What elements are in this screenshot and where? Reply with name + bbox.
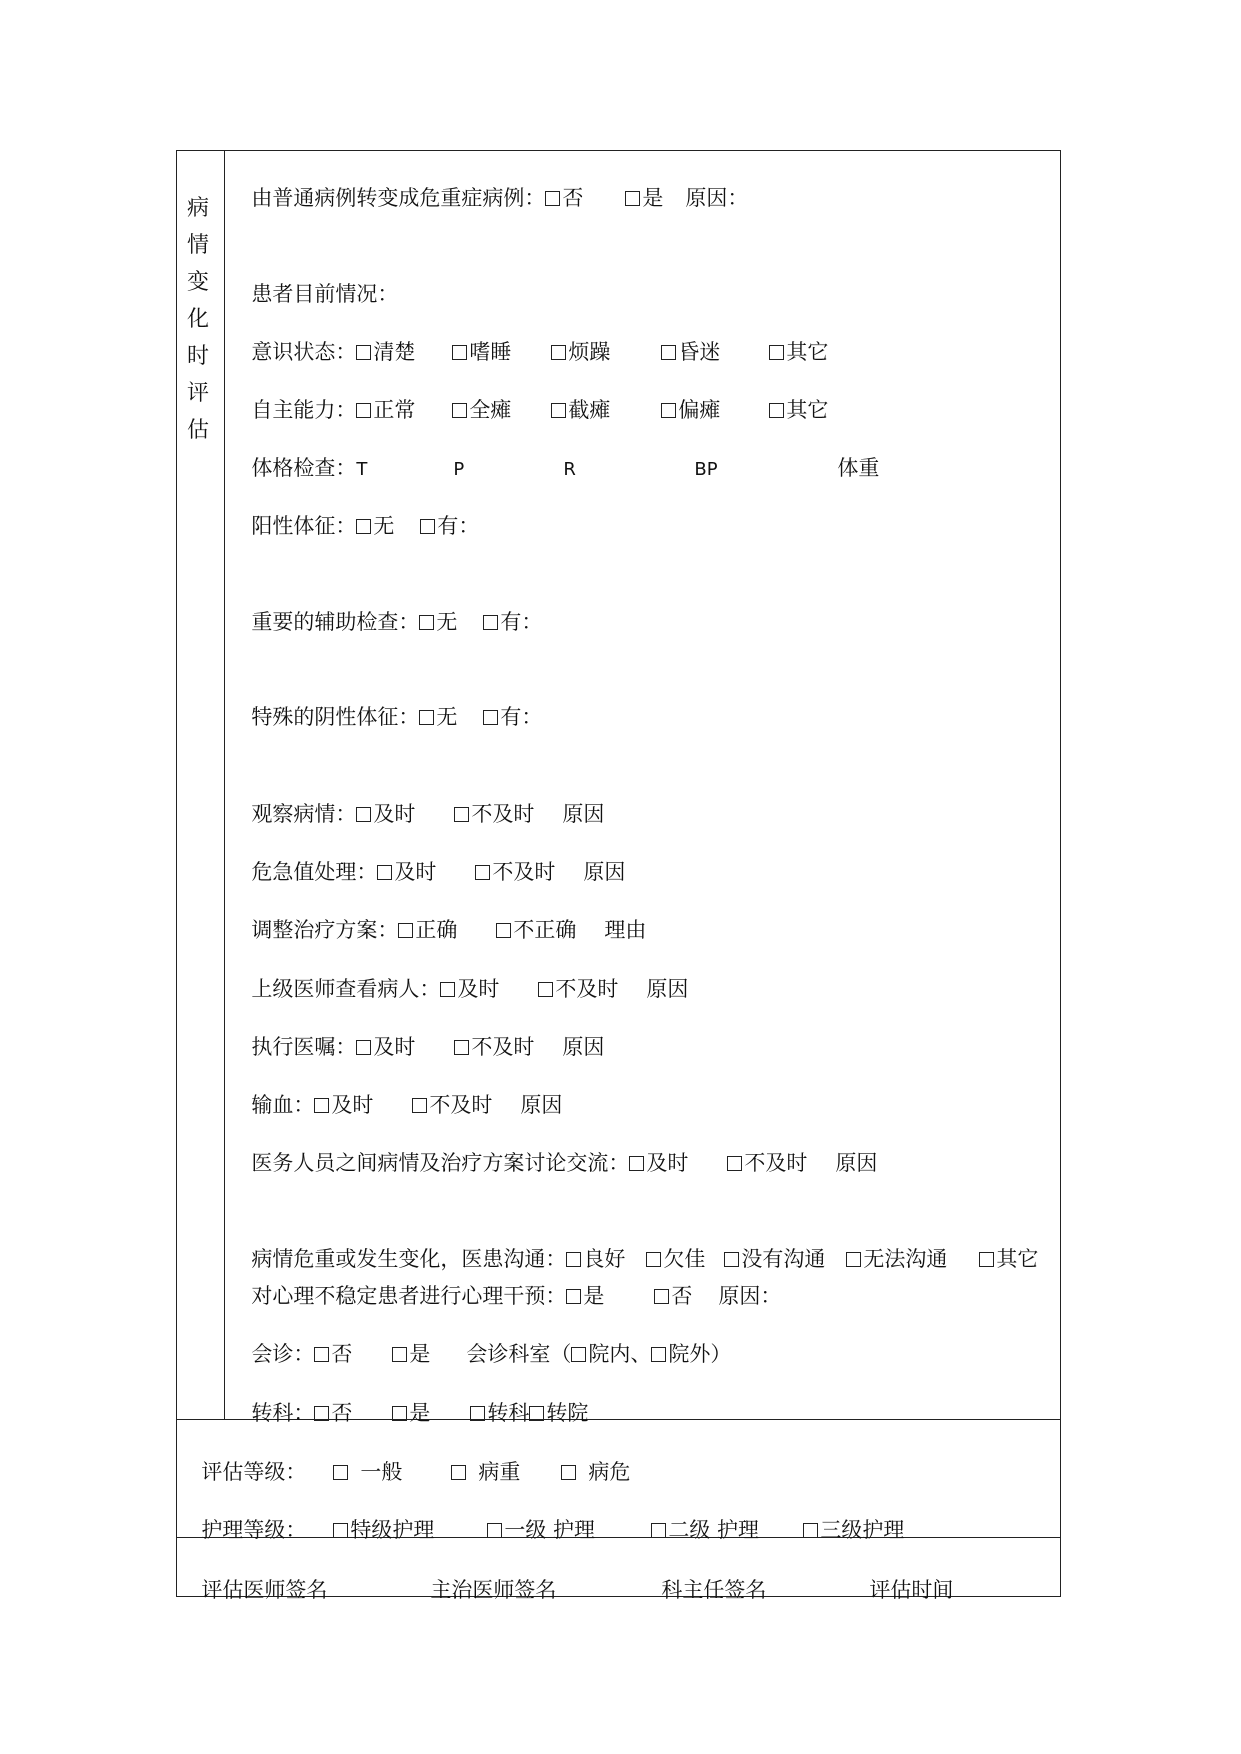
side-char: 变 bbox=[186, 270, 209, 295]
row-observe bbox=[238, 772, 604, 828]
row-label: 护理等级： bbox=[201, 1518, 307, 1542]
row-label: 阳性体征： bbox=[251, 514, 357, 538]
checkbox[interactable] bbox=[538, 982, 553, 997]
option[interactable]: 其它 bbox=[979, 1245, 1038, 1273]
option-yes[interactable]: 是 bbox=[392, 1399, 470, 1427]
sig-department-head: 科主任签名 bbox=[661, 1578, 767, 1602]
side-char: 情 bbox=[186, 233, 209, 258]
row-nursing-grade bbox=[188, 1488, 904, 1544]
option-no[interactable]: 否 bbox=[545, 184, 583, 212]
sig-attending-doctor: 主治医师签名 bbox=[430, 1578, 557, 1602]
option[interactable]: 偏瘫 bbox=[661, 396, 769, 424]
checkbox[interactable] bbox=[419, 710, 434, 725]
row-label: 危急值处理： bbox=[251, 860, 378, 884]
option-has[interactable]: 有： bbox=[483, 608, 542, 636]
option[interactable]: 三级护理 bbox=[803, 1516, 904, 1544]
checkbox[interactable] bbox=[314, 1098, 329, 1113]
checkbox[interactable] bbox=[412, 1098, 427, 1113]
option[interactable]: 清楚 bbox=[356, 338, 452, 366]
row-label: 评估等级： bbox=[201, 1460, 307, 1484]
checkbox[interactable] bbox=[452, 345, 467, 360]
option-timely[interactable]: 及时 bbox=[356, 800, 454, 828]
option[interactable]: 全瘫 bbox=[452, 396, 551, 424]
option[interactable]: 没有沟通 bbox=[724, 1245, 846, 1273]
consult-dept-label: 会诊科室（ bbox=[466, 1342, 572, 1366]
option-timely[interactable]: 及时 bbox=[377, 858, 475, 886]
row-aux-exam bbox=[238, 580, 542, 636]
row-critical-value bbox=[238, 830, 625, 886]
side-column-divider bbox=[224, 151, 225, 1420]
option[interactable]: 其它 bbox=[769, 396, 828, 424]
option-untimely[interactable]: 不及时 bbox=[475, 858, 583, 886]
row-current-status bbox=[238, 252, 398, 308]
option-untimely[interactable]: 不及时 bbox=[454, 1033, 562, 1061]
option-transfer-dept[interactable]: 转科 bbox=[470, 1399, 529, 1427]
option-timely[interactable]: 及时 bbox=[440, 975, 538, 1003]
reason-label: 理由 bbox=[604, 918, 647, 942]
option[interactable]: 无法沟通 bbox=[846, 1245, 979, 1273]
option[interactable]: 二级 护理 bbox=[651, 1516, 803, 1544]
option[interactable]: 嗜睡 bbox=[452, 338, 551, 366]
option-incorrect[interactable]: 不正确 bbox=[496, 916, 604, 944]
checkbox[interactable] bbox=[333, 1523, 348, 1538]
row-label: 意识状态： bbox=[251, 340, 357, 364]
option[interactable]: 一级 护理 bbox=[487, 1516, 651, 1544]
option-no[interactable]: 否 bbox=[314, 1399, 392, 1427]
checkbox[interactable] bbox=[333, 1465, 348, 1480]
checkbox[interactable] bbox=[392, 1347, 407, 1362]
checkbox[interactable] bbox=[483, 615, 498, 630]
checkbox[interactable] bbox=[625, 191, 640, 206]
row-label: 执行医嘱： bbox=[251, 1035, 357, 1059]
checkbox[interactable] bbox=[661, 403, 676, 418]
option-has[interactable]: 有： bbox=[420, 512, 479, 540]
row-label: 会诊： bbox=[251, 1342, 315, 1366]
option[interactable]: 欠佳 bbox=[646, 1245, 724, 1273]
checkbox[interactable] bbox=[392, 1406, 407, 1421]
option-untimely[interactable]: 不及时 bbox=[454, 800, 562, 828]
row-label: 输血： bbox=[251, 1093, 315, 1117]
row-label: 医务人员之间病情及治疗方案讨论交流： bbox=[251, 1151, 630, 1175]
option-none[interactable]: 无 bbox=[419, 608, 483, 636]
option-none[interactable]: 无 bbox=[419, 703, 483, 731]
checkbox[interactable] bbox=[454, 1040, 469, 1055]
option-yes[interactable]: 是 bbox=[625, 184, 663, 212]
option-transfer-hospital[interactable]: 转院 bbox=[529, 1399, 588, 1427]
checkbox[interactable] bbox=[769, 403, 784, 418]
checkbox[interactable] bbox=[420, 519, 435, 534]
checkbox[interactable] bbox=[661, 345, 676, 360]
row-signatures bbox=[188, 1548, 953, 1604]
option[interactable]: 其它 bbox=[769, 338, 828, 366]
row-transfusion bbox=[238, 1063, 562, 1119]
reason-label: 原因 bbox=[562, 802, 605, 826]
side-char: 估 bbox=[186, 418, 209, 443]
checkbox[interactable] bbox=[654, 1289, 669, 1304]
reason-label: 原因： bbox=[685, 186, 749, 210]
option-correct[interactable]: 正确 bbox=[398, 916, 496, 944]
checkbox[interactable] bbox=[551, 345, 566, 360]
checkbox[interactable] bbox=[451, 1465, 466, 1480]
option-timely[interactable]: 及时 bbox=[314, 1091, 412, 1119]
row-label: 重要的辅助检查： bbox=[251, 610, 420, 634]
row-positive-signs bbox=[238, 484, 479, 540]
checkbox[interactable] bbox=[356, 807, 371, 822]
row-label: 转科： bbox=[251, 1401, 315, 1425]
row-label: 对心理不稳定患者进行心理干预： bbox=[251, 1284, 567, 1308]
option-no[interactable]: 否 bbox=[314, 1340, 392, 1368]
checkbox[interactable] bbox=[545, 191, 560, 206]
option[interactable]: 昏迷 bbox=[661, 338, 769, 366]
checkbox[interactable] bbox=[529, 1406, 544, 1421]
row-execute-orders bbox=[238, 1005, 604, 1061]
side-char: 评 bbox=[186, 381, 209, 406]
option-untimely[interactable]: 不及时 bbox=[538, 975, 646, 1003]
checkbox[interactable] bbox=[551, 403, 566, 418]
side-char: 时 bbox=[186, 344, 209, 369]
option-in-hospital[interactable]: 院内、 bbox=[571, 1340, 651, 1368]
option-no[interactable]: 否 bbox=[654, 1282, 718, 1310]
checkbox[interactable] bbox=[651, 1347, 666, 1362]
checkbox[interactable] bbox=[314, 1406, 329, 1421]
reason-label: 原因 bbox=[562, 1035, 605, 1059]
assessment-time: 评估时间 bbox=[869, 1578, 954, 1602]
row-label: 体格检查： bbox=[251, 456, 357, 480]
row-physical-exam bbox=[238, 426, 879, 484]
checkbox[interactable] bbox=[470, 1406, 485, 1421]
row-label: 患者目前情况： bbox=[251, 282, 399, 306]
side-char: 化 bbox=[186, 307, 209, 332]
row-label: 由普通病例转变成危重症病例： bbox=[251, 186, 546, 210]
option-timely[interactable]: 及时 bbox=[356, 1033, 454, 1061]
option-untimely[interactable]: 不及时 bbox=[412, 1091, 520, 1119]
option-timely[interactable]: 及时 bbox=[629, 1149, 727, 1177]
row-consultation bbox=[238, 1312, 731, 1368]
temp-label: T bbox=[356, 459, 368, 480]
side-char: 病 bbox=[186, 196, 209, 221]
row-assessment-grade bbox=[188, 1430, 630, 1486]
reason-label: 原因 bbox=[520, 1093, 563, 1117]
checkbox[interactable] bbox=[769, 345, 784, 360]
checkbox[interactable] bbox=[651, 1523, 666, 1538]
row-label: 调整治疗方案： bbox=[251, 918, 399, 942]
row-label: 自主能力： bbox=[251, 398, 357, 422]
checkbox[interactable] bbox=[487, 1523, 502, 1538]
weight-label: 体重 bbox=[837, 456, 880, 480]
checkbox[interactable] bbox=[803, 1523, 818, 1538]
option-none[interactable]: 无 bbox=[356, 512, 420, 540]
checkbox[interactable] bbox=[398, 923, 413, 938]
checkbox[interactable] bbox=[377, 865, 392, 880]
option[interactable]: 病重 bbox=[451, 1458, 561, 1486]
checkbox[interactable] bbox=[440, 982, 455, 997]
option-out-hospital[interactable]: 院外） bbox=[651, 1340, 731, 1368]
resp-label: R bbox=[563, 459, 576, 480]
reason-label: 原因 bbox=[583, 860, 626, 884]
option[interactable]: 截瘫 bbox=[551, 396, 661, 424]
option[interactable]: 特级护理 bbox=[333, 1516, 487, 1544]
checkbox[interactable] bbox=[452, 403, 467, 418]
checkbox[interactable] bbox=[846, 1252, 861, 1267]
checkbox[interactable] bbox=[314, 1347, 329, 1362]
checkbox[interactable] bbox=[356, 345, 371, 360]
reason-label: 原因： bbox=[718, 1284, 782, 1308]
option-has[interactable]: 有： bbox=[483, 703, 542, 731]
option[interactable]: 良好 bbox=[566, 1245, 646, 1273]
checkbox[interactable] bbox=[356, 403, 371, 418]
option[interactable]: 一般 bbox=[333, 1458, 451, 1486]
option[interactable]: 烦躁 bbox=[551, 338, 661, 366]
row-autonomy bbox=[238, 368, 828, 424]
row-consciousness bbox=[238, 310, 828, 366]
option-yes[interactable]: 是 bbox=[566, 1282, 654, 1310]
checkbox[interactable] bbox=[496, 923, 511, 938]
row-psych-intervention bbox=[238, 1254, 781, 1310]
checkbox[interactable] bbox=[571, 1347, 586, 1362]
reason-label: 原因 bbox=[646, 977, 689, 1001]
checkbox[interactable] bbox=[566, 1289, 581, 1304]
reason-label: 原因 bbox=[835, 1151, 878, 1175]
checkbox[interactable] bbox=[454, 807, 469, 822]
checkbox[interactable] bbox=[356, 1040, 371, 1055]
row-transfer bbox=[238, 1371, 588, 1427]
checkbox[interactable] bbox=[356, 519, 371, 534]
checkbox[interactable] bbox=[561, 1465, 576, 1480]
row-conversion bbox=[238, 156, 748, 212]
option[interactable]: 正常 bbox=[356, 396, 452, 424]
row-label: 特殊的阴性体征： bbox=[251, 705, 420, 729]
row-label: 上级医师查看病人： bbox=[251, 977, 441, 1001]
checkbox[interactable] bbox=[979, 1252, 994, 1267]
checkbox[interactable] bbox=[419, 615, 434, 630]
row-label: 病情危重或发生变化，医患沟通： bbox=[251, 1247, 567, 1271]
row-negative-signs bbox=[238, 675, 542, 731]
checkbox[interactable] bbox=[629, 1156, 644, 1171]
option[interactable]: 病危 bbox=[561, 1458, 630, 1486]
row-senior-review bbox=[238, 947, 688, 1003]
sig-assessing-doctor: 评估医师签名 bbox=[201, 1578, 328, 1602]
side-label bbox=[186, 190, 210, 449]
row-label: 观察病情： bbox=[251, 802, 357, 826]
checkbox[interactable] bbox=[727, 1156, 742, 1171]
checkbox[interactable] bbox=[475, 865, 490, 880]
row-discussion bbox=[238, 1121, 877, 1177]
option-untimely[interactable]: 不及时 bbox=[727, 1149, 835, 1177]
pulse-label: P bbox=[453, 459, 465, 480]
bp-label: BP bbox=[694, 459, 718, 480]
checkbox[interactable] bbox=[483, 710, 498, 725]
row-adjust-plan bbox=[238, 888, 646, 944]
option-yes[interactable]: 是 bbox=[392, 1340, 466, 1368]
